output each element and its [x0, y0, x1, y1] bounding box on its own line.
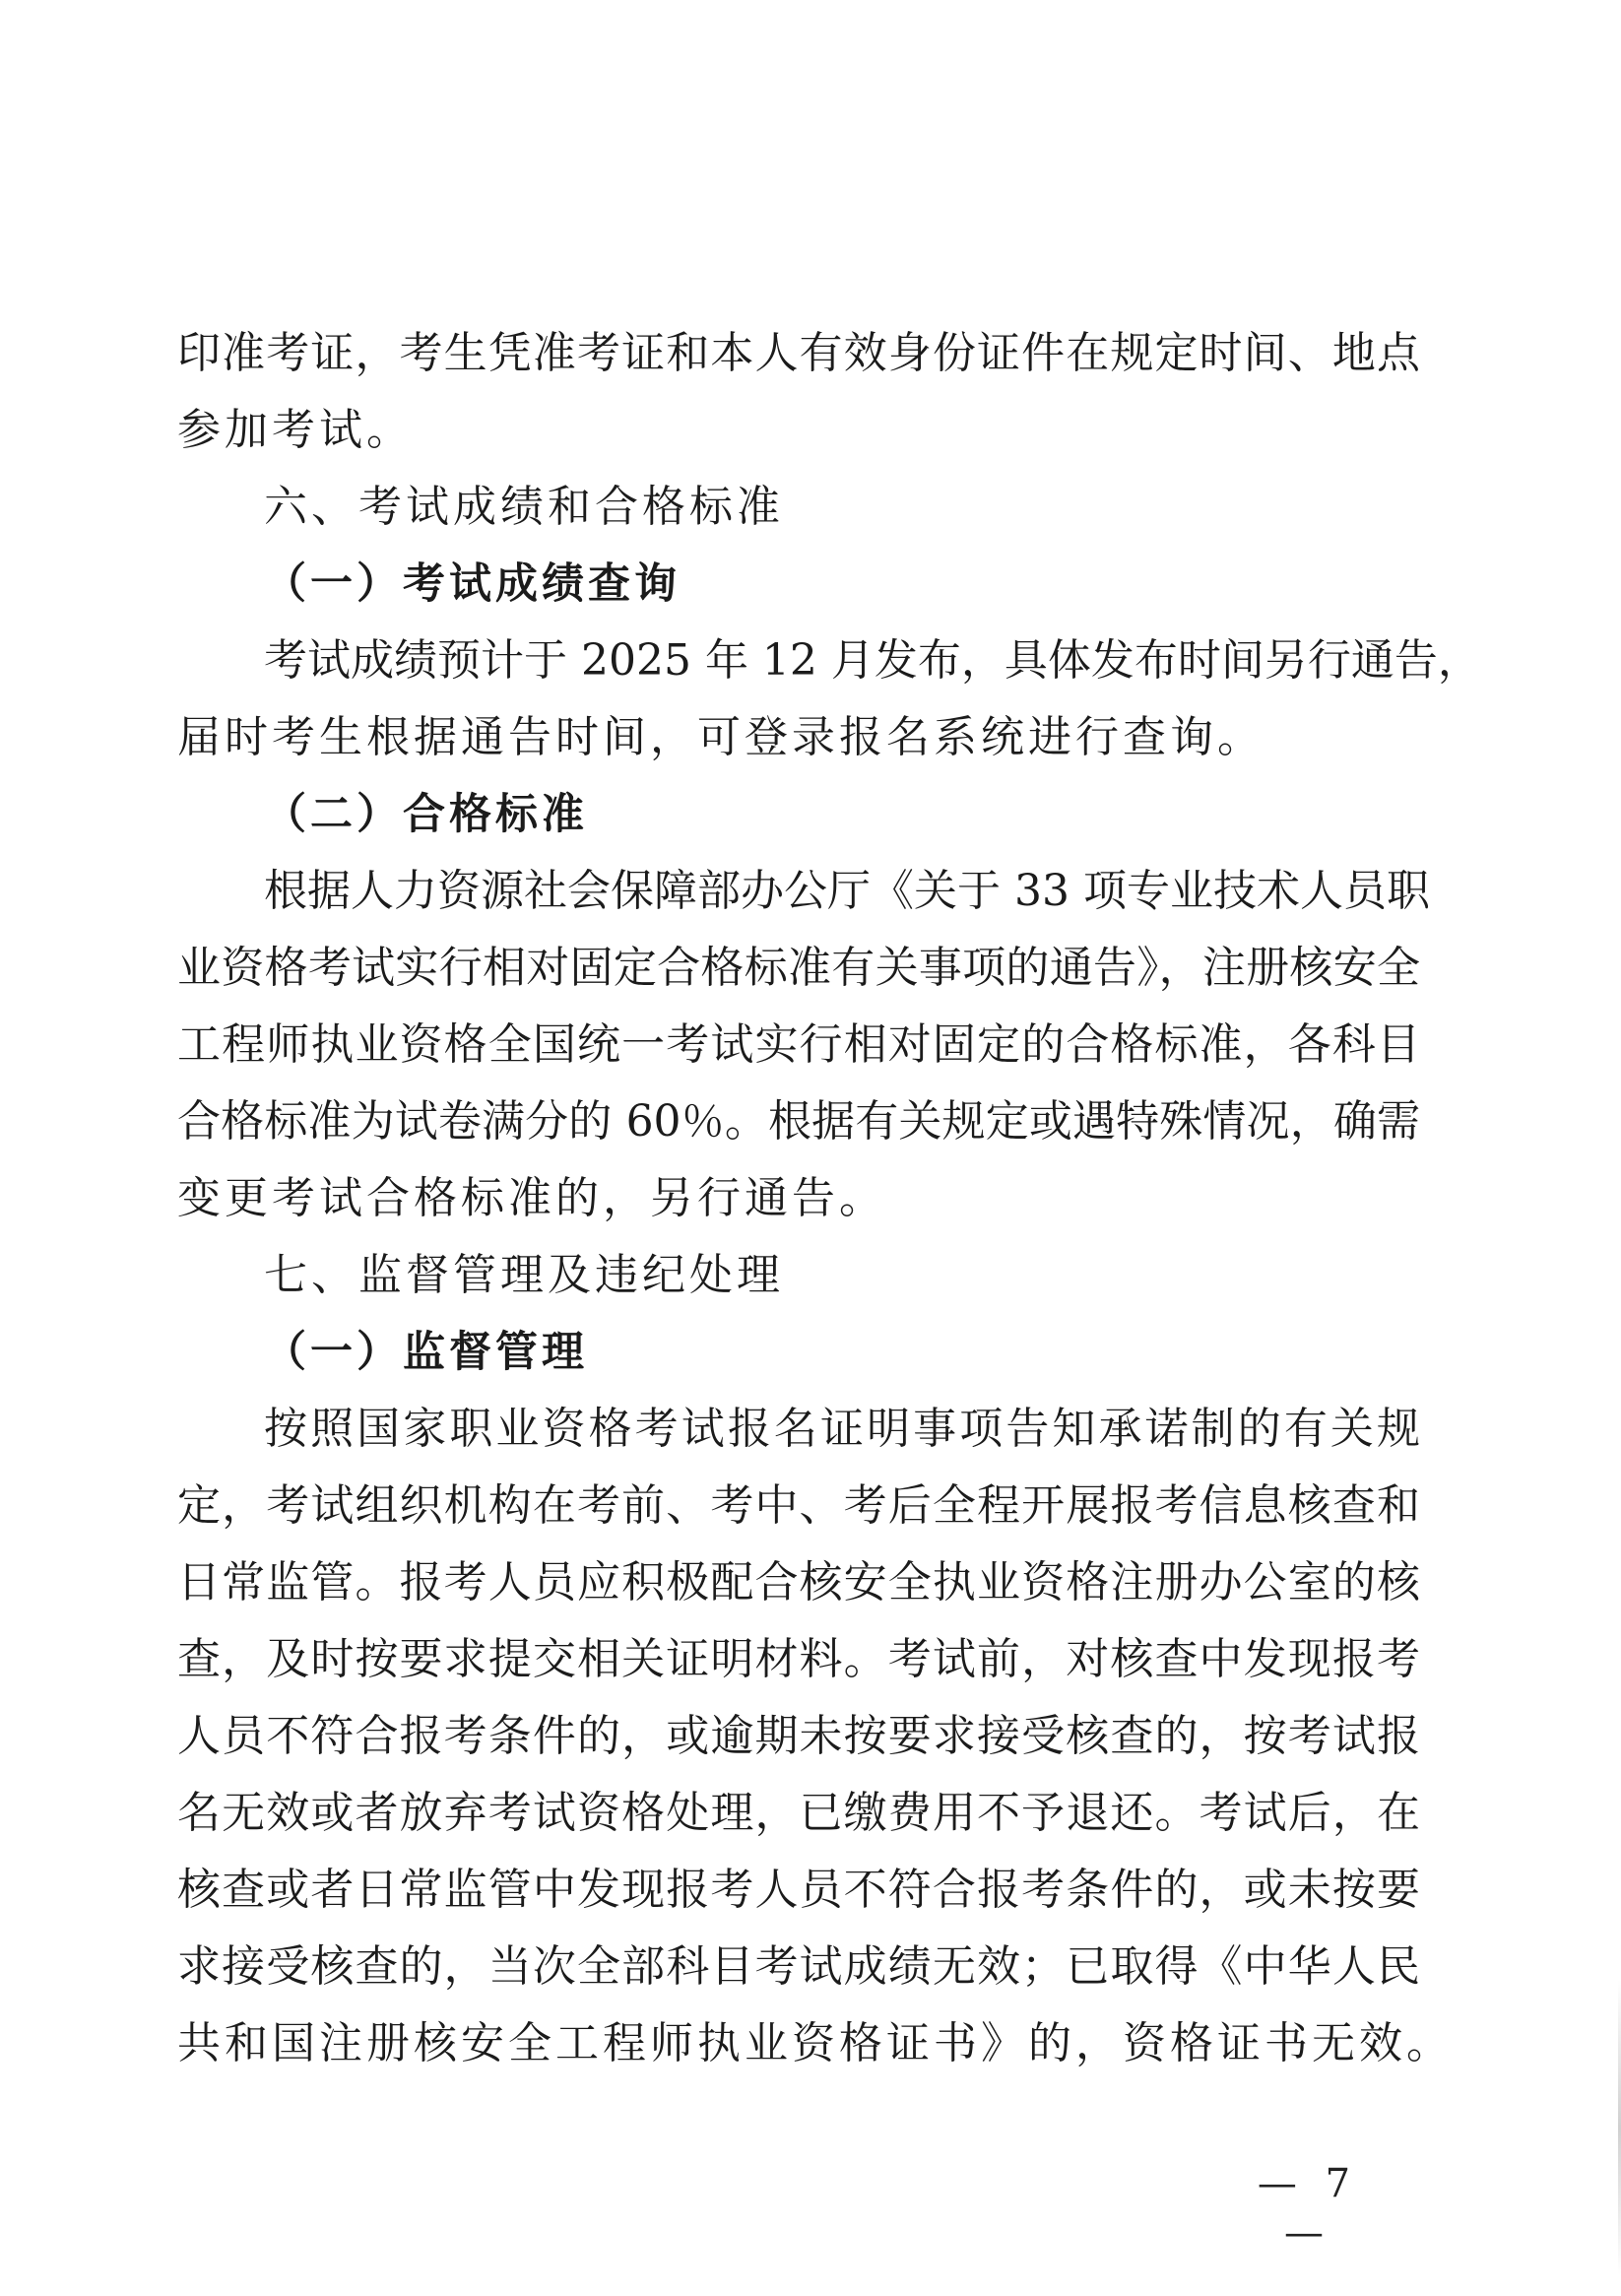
paragraph-line: 届时考生根据通告时间，可登录报名系统进行查询。 — [177, 712, 1264, 762]
page-number: — 7 — — [1257, 2161, 1359, 2256]
section-heading-6: 六、考试成绩和合格标准 — [264, 482, 784, 532]
paragraph-line: 按照国家职业资格考试报名证明事项告知承诺制的有关规 — [264, 1404, 1420, 1454]
document-body — [177, 315, 1481, 2082]
subsection-heading-supervision: （一）监督管理 — [264, 1328, 588, 1377]
paragraph-line: 工程师执业资格全国统一考试实行相对固定的合格标准，各科目 — [177, 1019, 1420, 1070]
paragraph-line: 人员不符合报考条件的，或逾期未按要求接受核查的，按考试报 — [177, 1711, 1420, 1761]
paragraph-line: 变更考试合格标准的，另行通告。 — [177, 1173, 886, 1223]
subsection-heading-score-query: （一）考试成绩查询 — [264, 559, 681, 609]
paragraph-line: 共和国注册核安全工程师执业资格证书》的，资格证书无效。 — [177, 2018, 1454, 2068]
paragraph-line: 参加考试。 — [177, 405, 414, 455]
paragraph-line: 根据人力资源社会保障部办公厅《关于 33 项专业技术人员职 — [264, 866, 1430, 916]
paragraph-line: 印准考证，考生凭准考证和本人有效身份证件在规定时间、地点 — [177, 328, 1420, 378]
paragraph-line: 名无效或者放弃考试资格处理，已缴费用不予退还。考试后，在 — [177, 1788, 1420, 1838]
paragraph-line: 求接受核查的，当次全部科目考试成绩无效；已取得《中华人民 — [177, 1941, 1420, 1992]
paragraph-line: 日常监管。报考人员应积极配合核安全执业资格注册办公室的核 — [177, 1557, 1420, 1607]
paragraph-line: 查，及时按要求提交相关证明材料。考试前，对核查中发现报考 — [177, 1634, 1420, 1684]
paragraph-line: 定，考试组织机构在考前、考中、考后全程开展报考信息核查和 — [177, 1480, 1420, 1531]
paragraph-line: 业资格考试实行相对固定合格标准有关事项的通告》，注册核安全 — [177, 943, 1420, 993]
subsection-heading-passing-standard: （二）合格标准 — [264, 790, 588, 839]
paragraph-line: 核查或者日常监管中发现报考人员不符合报考条件的，或未按要 — [177, 1865, 1420, 1915]
section-heading-7: 七、监督管理及违纪处理 — [264, 1250, 784, 1300]
paragraph-line: 合格标准为试卷满分的 60％。根据有关规定或遇特殊情况，确需 — [177, 1096, 1420, 1147]
paragraph-line: 考试成绩预计于 2025 年 12 月发布，具体发布时间另行通告， — [264, 635, 1481, 686]
